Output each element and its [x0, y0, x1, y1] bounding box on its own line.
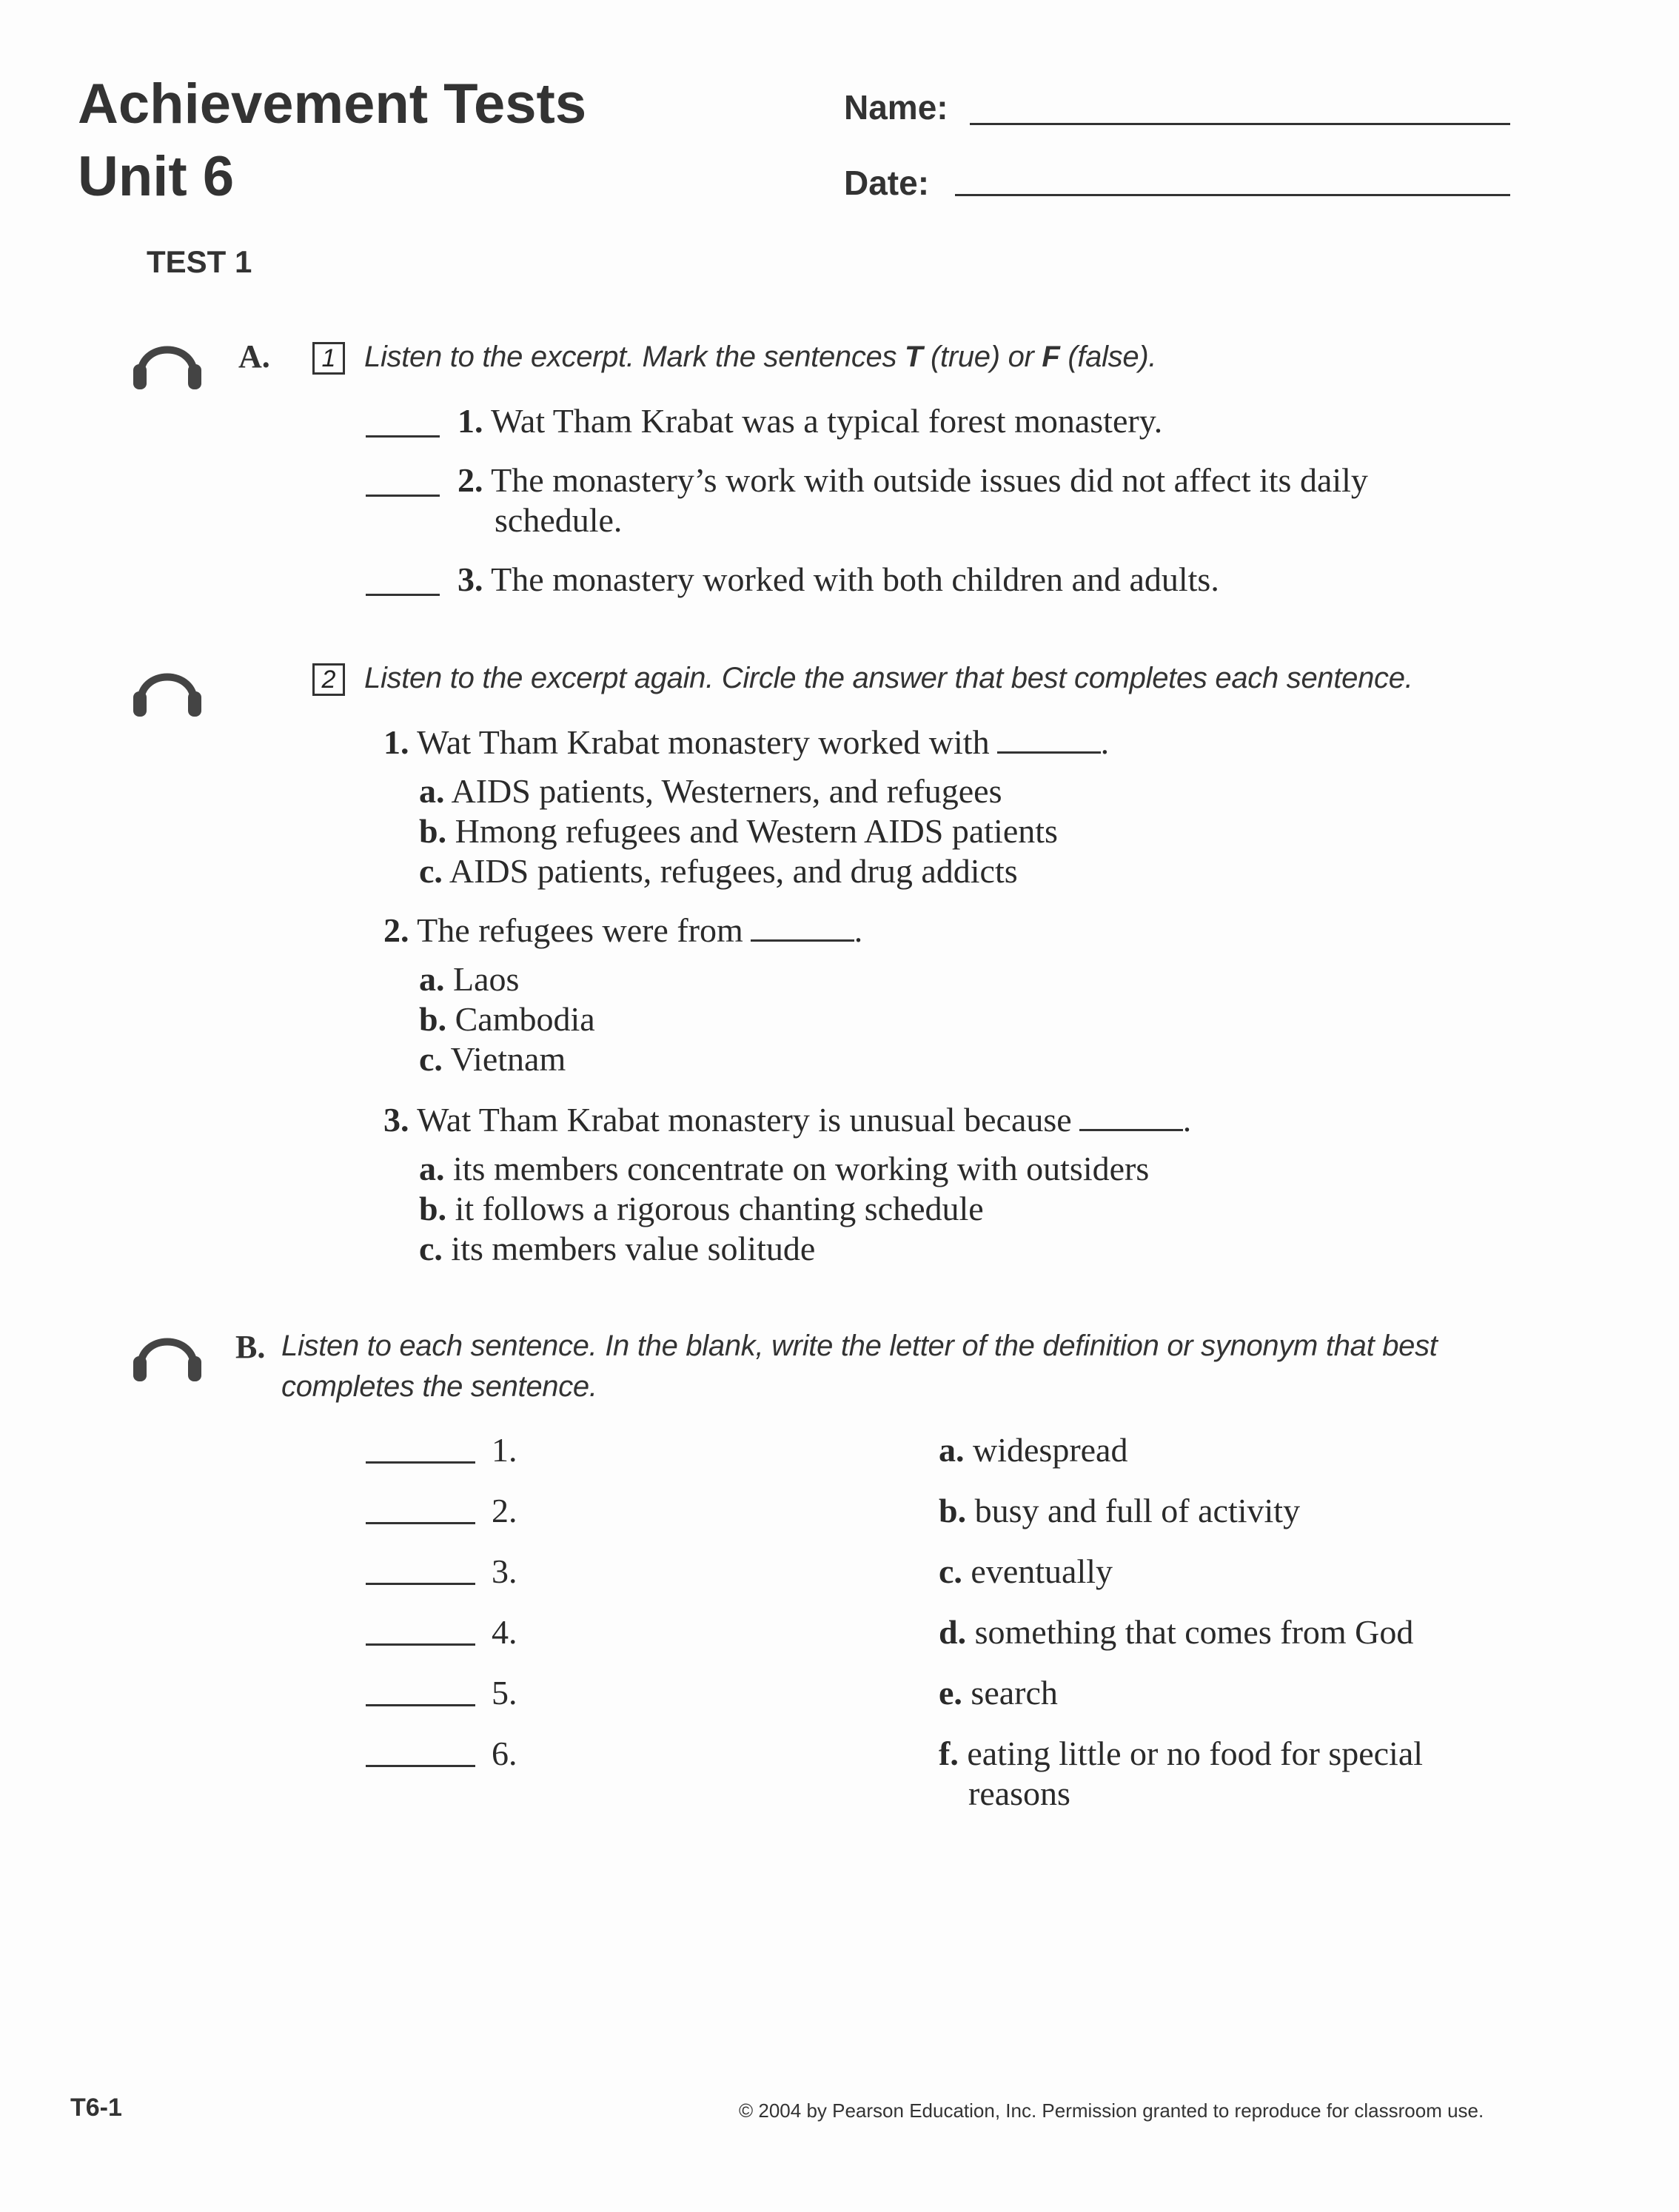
mc-option[interactable]: b. it follows a rigorous chanting schedule — [419, 1190, 984, 1227]
definition-e: e. search — [939, 1674, 1058, 1712]
vocab-answer-blank-6[interactable] — [366, 1765, 475, 1767]
mc-question-2: 2. The refugees were from . — [383, 911, 863, 949]
mc-option[interactable]: a. its members concentrate on working with outsiders — [419, 1150, 1150, 1187]
mc-option[interactable]: a. Laos — [419, 960, 520, 998]
instruction-b-line2: completes the sentence. — [281, 1370, 597, 1403]
page-title — [78, 68, 586, 213]
test-label: TEST 1 — [147, 244, 252, 279]
vocab-number: 1. — [492, 1431, 517, 1469]
tf-answer-blank-3[interactable] — [366, 594, 440, 596]
tf-item-3: 3. The monastery worked with both children and adults. — [458, 560, 1219, 598]
answer-blank — [1079, 1129, 1183, 1131]
date-field[interactable] — [955, 194, 1510, 196]
title-line-1: Achievement Tests — [78, 73, 587, 135]
page-code: T6-1 — [70, 2094, 122, 2122]
mc-option[interactable]: c. Vietnam — [419, 1040, 566, 1078]
name-label: Name: — [844, 88, 948, 127]
definition-b: b. busy and full of activity — [939, 1492, 1301, 1529]
mc-question-1: 1. Wat Tham Krabat monastery worked with . — [383, 723, 1110, 761]
answer-blank — [997, 751, 1101, 754]
definition-c: c. eventually — [939, 1552, 1113, 1590]
headphones-icon — [130, 326, 204, 394]
tf-item-2: 2. The monastery’s work with outside issues did not affect its daily — [458, 461, 1368, 499]
mc-option[interactable]: b. Hmong refugees and Western AIDS patients — [419, 812, 1058, 850]
copyright-notice: © 2004 by Pearson Education, Inc. Permission granted to reproduce for classroom use. — [739, 2099, 1484, 2122]
vocab-answer-blank-2[interactable] — [366, 1522, 475, 1524]
vocab-answer-blank-4[interactable] — [366, 1643, 475, 1646]
definition-d: d. something that comes from God — [939, 1613, 1414, 1651]
vocab-answer-blank-5[interactable] — [366, 1704, 475, 1706]
box-number-1: 1 — [312, 342, 345, 375]
instruction-b-line1: Listen to each sentence. In the blank, write the letter of the definition or synonym that best — [281, 1330, 1438, 1362]
date-label: Date: — [844, 164, 930, 202]
instruction-a1: Listen to the excerpt. Mark the sentences T (true) or F (false). — [364, 341, 1157, 373]
tf-answer-blank-1[interactable] — [366, 435, 440, 438]
vocab-answer-blank-1[interactable] — [366, 1461, 475, 1464]
mc-option[interactable]: c. AIDS patients, refugees, and drug addicts — [419, 852, 1018, 890]
instruction-a2: Listen to the excerpt again. Circle the answer that best completes each sentence. — [364, 662, 1413, 694]
mc-option[interactable]: b. Cambodia — [419, 1000, 595, 1038]
tf-item-1: 1. Wat Tham Krabat was a typical forest monastery. — [458, 402, 1163, 440]
box-number-2: 2 — [312, 663, 345, 696]
section-b-letter: B. — [235, 1329, 266, 1365]
name-field[interactable] — [970, 123, 1510, 125]
vocab-number: 5. — [492, 1674, 517, 1712]
tf-answer-blank-2[interactable] — [366, 495, 440, 497]
mc-option[interactable]: c. its members value solitude — [419, 1230, 816, 1267]
answer-blank — [751, 939, 854, 942]
mc-question-3: 3. Wat Tham Krabat monastery is unusual because . — [383, 1101, 1192, 1139]
definition-f: f. eating little or no food for special — [939, 1735, 1424, 1772]
vocab-number: 3. — [492, 1552, 517, 1590]
headphones-icon — [130, 653, 204, 721]
tf-item-2-cont: schedule. — [495, 501, 623, 539]
vocab-number: 6. — [492, 1735, 517, 1772]
section-a-letter: A. — [238, 338, 270, 375]
vocab-number: 2. — [492, 1492, 517, 1529]
vocab-answer-blank-3[interactable] — [366, 1583, 475, 1585]
mc-option[interactable]: a. AIDS patients, Westerners, and refugees — [419, 772, 1002, 810]
title-line-2: Unit 6 — [78, 145, 235, 208]
definition-a: a. widespread — [939, 1431, 1128, 1469]
headphones-icon — [130, 1318, 204, 1386]
definition-f-cont: reasons — [968, 1774, 1070, 1812]
vocab-number: 4. — [492, 1613, 517, 1651]
